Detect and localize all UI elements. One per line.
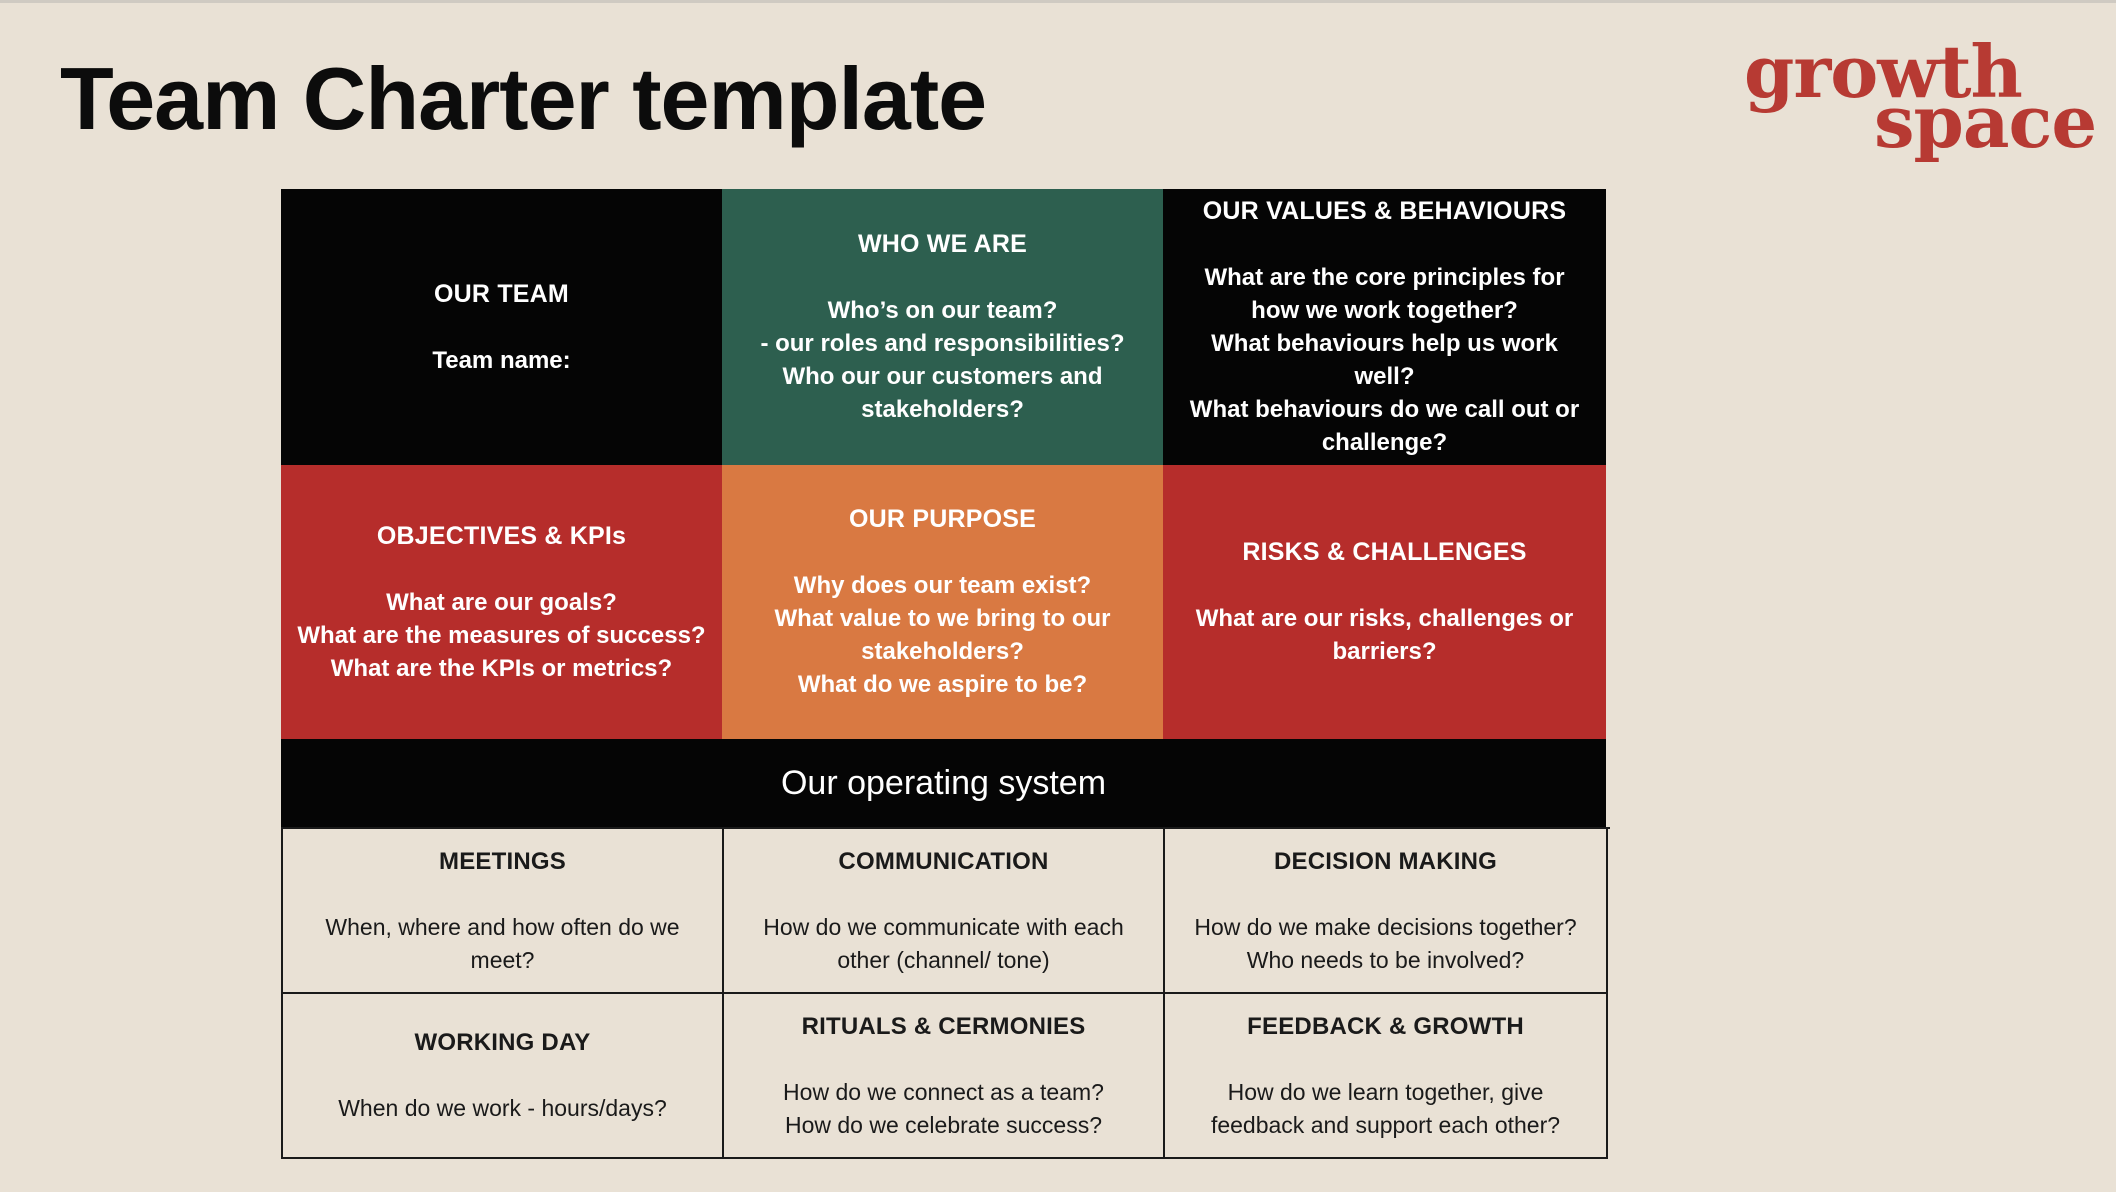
- objectives-kpis-body: What are our goals? What are the measures of success? What are the KPIs or metrics?: [297, 588, 706, 682]
- working-day-body: When do we work - hours/days?: [338, 1095, 667, 1121]
- risks-challenges-body: What are our risks, challenges or barriers?: [1195, 605, 1574, 665]
- feedback-growth-cell: [1165, 994, 1608, 1159]
- charter-row-top: [281, 189, 1606, 465]
- communication-cell: [724, 829, 1165, 994]
- objectives-kpis-cell: [281, 465, 722, 739]
- rituals-ceremonies-title: RITUALS & CERMONIES: [801, 1012, 1086, 1040]
- page-title: Team Charter template: [60, 49, 987, 148]
- meetings-body: When, where and how often do we meet?: [325, 913, 680, 973]
- decision-making-title: DECISION MAKING: [1273, 847, 1497, 875]
- logo-word-growth: growth: [1744, 29, 2022, 114]
- who-we-are-cell: [722, 189, 1163, 465]
- values-behaviours-cell: [1163, 189, 1606, 465]
- our-purpose-title: OUR PURPOSE: [849, 505, 1036, 533]
- meetings-cell: [283, 829, 724, 994]
- our-purpose-cell: [722, 465, 1163, 739]
- communication-title: COMMUNICATION: [838, 847, 1049, 875]
- risks-challenges-cell: [1163, 465, 1606, 739]
- charter-row-middle: [281, 465, 1606, 739]
- risks-challenges-title: RISKS & CHALLENGES: [1242, 538, 1527, 566]
- meetings-title: MEETINGS: [439, 847, 566, 875]
- communication-body: How do we communicate with each other (channel/ tone): [763, 913, 1124, 973]
- feedback-growth-title: FEEDBACK & GROWTH: [1247, 1012, 1524, 1040]
- our-team-cell: [281, 189, 722, 465]
- who-we-are-title: WHO WE ARE: [857, 230, 1028, 258]
- decision-making-body: How do we make decisions together? Who needs to be involved?: [1194, 913, 1577, 973]
- who-we-are-body: Who’s on our team? - our roles and responsibilities? Who our our customers and stakeholders?: [760, 297, 1125, 423]
- decision-making-cell: [1165, 829, 1608, 994]
- values-behaviours-body: What are the core principles for how we work together? What behaviours help us work well? What behaviours do we call out or challenge?: [1189, 264, 1580, 456]
- values-behaviours-title: OUR VALUES & BEHAVIOURS: [1202, 197, 1567, 225]
- team-charter-grid: [281, 189, 1606, 1159]
- rituals-ceremonies-cell: [724, 994, 1165, 1159]
- objectives-kpis-title: OBJECTIVES & KPIs: [376, 521, 627, 550]
- our-team-title: OUR TEAM: [434, 279, 569, 308]
- operating-system-heading: Our operating system: [281, 739, 1606, 827]
- logo-word-space: space: [1874, 79, 2097, 164]
- growth-space-logo: [1740, 29, 2097, 164]
- working-day-title: WORKING DAY: [414, 1029, 591, 1056]
- operating-system-grid: [281, 827, 1610, 1159]
- feedback-growth-body: How do we learn together, give feedback and support each other?: [1210, 1078, 1561, 1138]
- top-divider: [0, 0, 2116, 3]
- our-team-body: Team name:: [432, 346, 571, 374]
- working-day-cell: [283, 994, 724, 1159]
- rituals-ceremonies-body: How do we connect as a team? How do we celebrate success?: [783, 1078, 1104, 1138]
- our-purpose-body: Why does our team exist? What value to we bring to our stakeholders? What do we aspire to be?: [774, 572, 1111, 698]
